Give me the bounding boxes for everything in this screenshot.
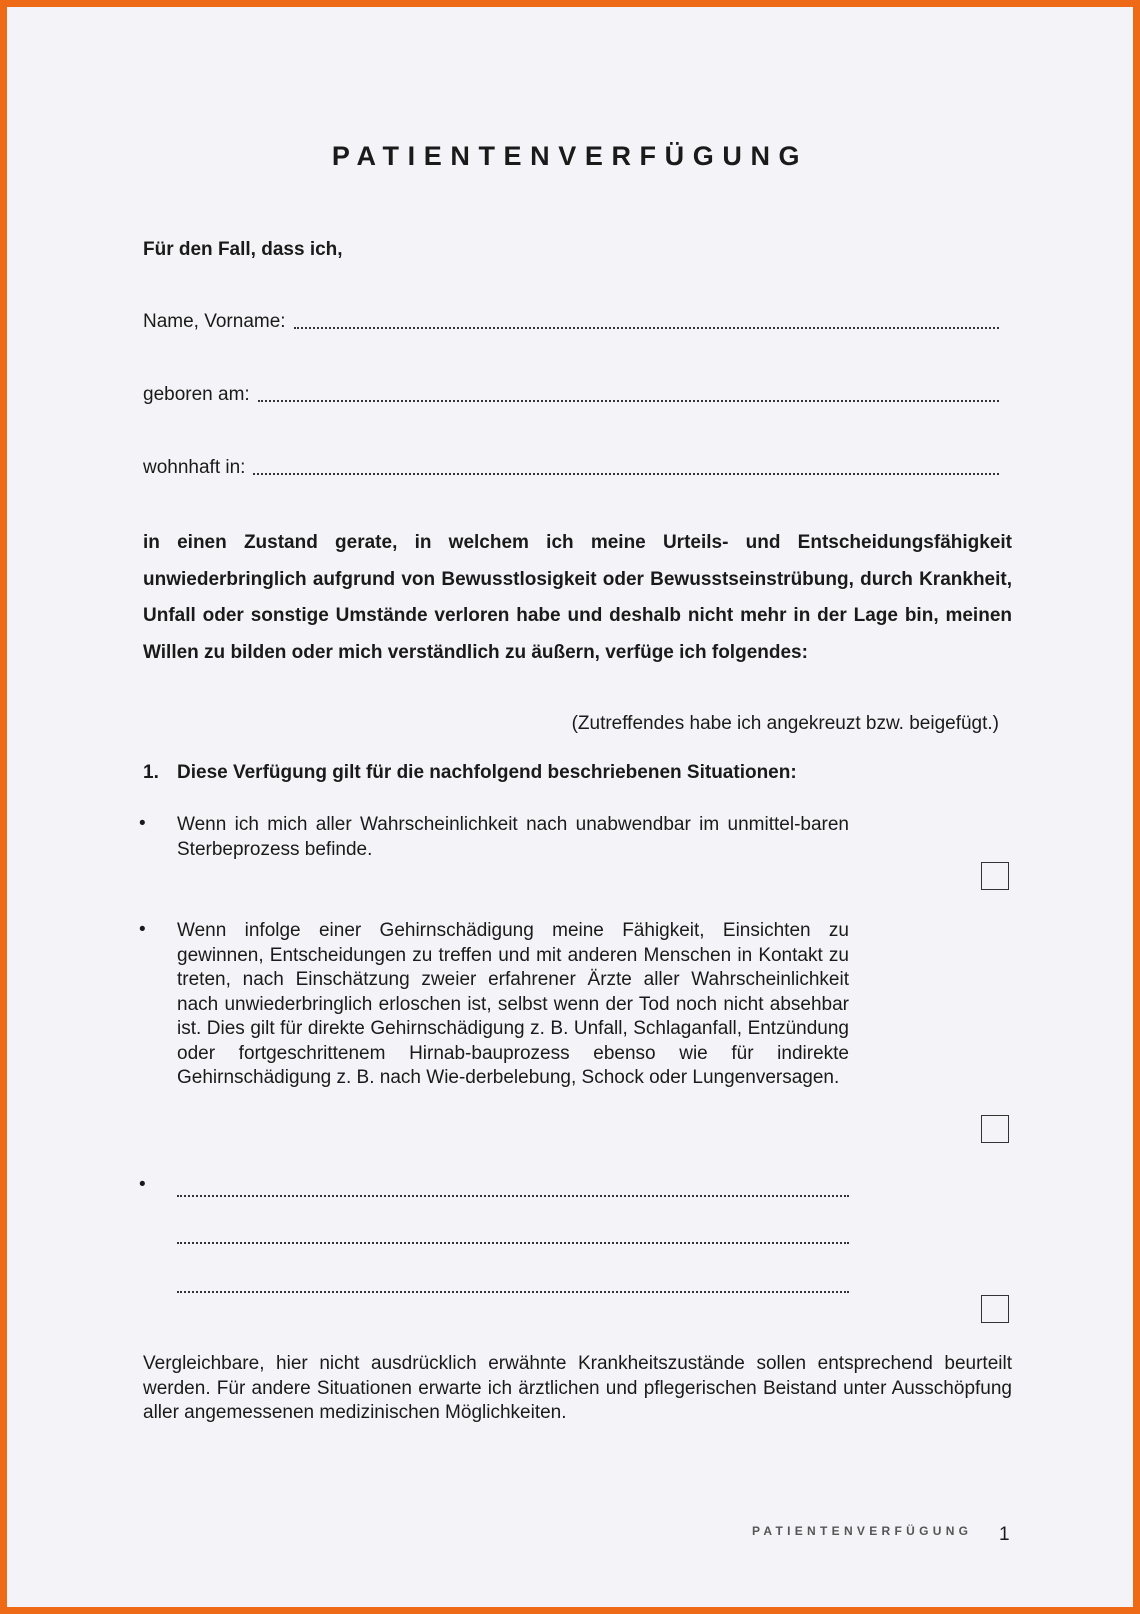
- page-number: 1: [999, 1524, 1010, 1545]
- situation-item-1: Wenn ich mich aller Wahrscheinlichkeit nach unabwendbar im unmittel-baren Sterbeprozess befinde.: [177, 814, 849, 860]
- footer-label: PATIENTENVERFÜGUNG: [752, 1524, 973, 1538]
- bullet-icon: •: [139, 813, 146, 834]
- situation-item-2: Wenn infolge einer Gehirnschädigung meine Fähigkeit, Einsichten zu gewinnen, Entscheidungen zu treffen und mit anderen Menschen in Kontakt zu treten, nach Einschätzung zweier erfahrener Ärzte aller Wahrscheinlichkeit nach unwiederbringlich erloschen ist, selbst wenn der Tod noch nicht absehbar ist. Dies gilt für direkte Gehirnschädigung z. B. Unfall, Schlaganfall, Entzündung oder fortgeschrittenem Hirnab-bauprozess ebenso wie für indirekte Gehirnschädigung z. B. nach Wie-derbelebung, Schock oder Lungenversagen.: [177, 920, 849, 1088]
- situation-3-checkbox[interactable]: [981, 1295, 1009, 1323]
- section-heading-text: Diese Verfügung gilt für die nachfolgend beschriebenen Situationen:: [177, 762, 797, 783]
- residence-input-line[interactable]: [253, 472, 999, 475]
- intro-text: Für den Fall, dass ich,: [143, 239, 343, 260]
- instruction-note: (Zutreffendes habe ich angekreuzt bzw. beigefügt.): [571, 713, 999, 734]
- birth-date-field[interactable]: [143, 384, 999, 406]
- situation-2-checkbox[interactable]: [981, 1115, 1009, 1143]
- name-input-line[interactable]: [294, 326, 999, 329]
- custom-situation-line-2[interactable]: [177, 1241, 849, 1244]
- residence-field[interactable]: [143, 457, 999, 479]
- bullet-icon: •: [139, 1174, 146, 1195]
- name-field-label: Name, Vorname:: [143, 311, 286, 332]
- custom-situation-line-3[interactable]: [177, 1290, 849, 1293]
- declaration-statement: in einen Zustand gerate, in welchem ich meine Urteils- und Entscheidungsfähigkeit unwiederbringlich aufgrund von Bewusstlosigkeit oder Bewusstseinstrübung, durch Krankheit, Unfall oder sonstige Umstände verloren habe und deshalb nicht mehr in der Lage bin, meinen Willen zu bilden oder mich verständlich zu äußern, verfüge ich folgendes:: [143, 532, 1012, 663]
- residence-label: wohnhaft in:: [143, 457, 246, 478]
- section-1-heading: [143, 762, 797, 784]
- custom-situation-line-1[interactable]: [177, 1194, 849, 1197]
- document-title: PATIENTENVERFÜGUNG: [331, 141, 809, 171]
- birth-date-label: geboren am:: [143, 384, 250, 405]
- situation-1-checkbox[interactable]: [981, 862, 1009, 890]
- birth-date-input-line[interactable]: [258, 399, 999, 402]
- section-number: 1.: [143, 762, 159, 783]
- name-field[interactable]: [143, 311, 999, 333]
- closing-paragraph: Vergleichbare, hier nicht ausdrücklich erwähnte Krankheitszustände sollen entsprechend beurteilt werden. Für andere Situationen erwarte ich ärztlichen und pflegerischen Beistand unter Ausschöpfung aller angemessenen medizinischen Möglichkeiten.: [143, 1353, 1012, 1423]
- bullet-icon: •: [139, 919, 146, 940]
